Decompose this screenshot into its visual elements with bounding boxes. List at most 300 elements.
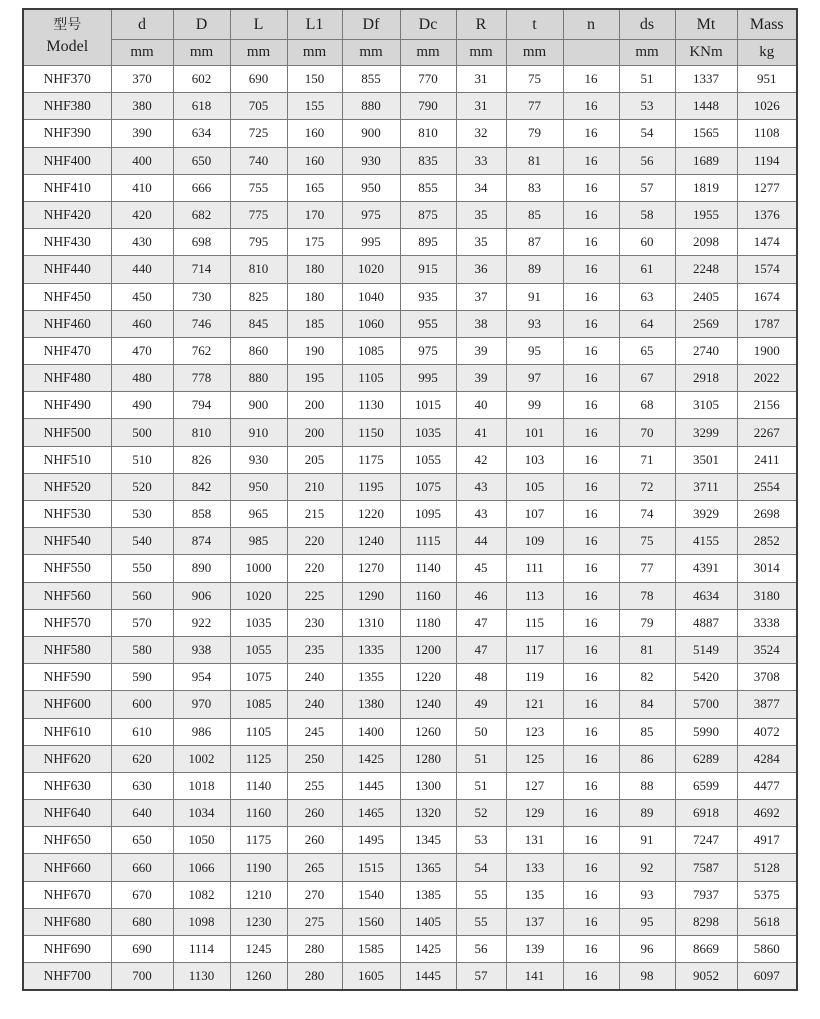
value-cell: 137 bbox=[506, 908, 563, 935]
value-cell: 9052 bbox=[675, 963, 737, 991]
value-cell: 842 bbox=[173, 473, 230, 500]
value-cell: 610 bbox=[111, 718, 173, 745]
column-unit-R: mm bbox=[456, 40, 506, 66]
value-cell: 906 bbox=[173, 582, 230, 609]
value-cell: 57 bbox=[456, 963, 506, 991]
value-cell: 1140 bbox=[400, 555, 456, 582]
value-cell: 3877 bbox=[737, 691, 797, 718]
value-cell: 64 bbox=[619, 310, 675, 337]
value-cell: 995 bbox=[400, 365, 456, 392]
value-cell: 55 bbox=[456, 881, 506, 908]
value-cell: 3929 bbox=[675, 501, 737, 528]
value-cell: 53 bbox=[619, 93, 675, 120]
model-cell: NHF440 bbox=[23, 256, 111, 283]
value-cell: 260 bbox=[287, 800, 342, 827]
value-cell: 1445 bbox=[342, 772, 400, 799]
value-cell: 390 bbox=[111, 120, 173, 147]
value-cell: 746 bbox=[173, 310, 230, 337]
value-cell: 123 bbox=[506, 718, 563, 745]
value-cell: 1240 bbox=[342, 528, 400, 555]
value-cell: 16 bbox=[563, 310, 619, 337]
value-cell: 490 bbox=[111, 392, 173, 419]
value-cell: 895 bbox=[400, 229, 456, 256]
model-cell: NHF600 bbox=[23, 691, 111, 718]
value-cell: 240 bbox=[287, 664, 342, 691]
value-cell: 7247 bbox=[675, 827, 737, 854]
value-cell: 986 bbox=[173, 718, 230, 745]
value-cell: 480 bbox=[111, 365, 173, 392]
table-row bbox=[23, 201, 797, 228]
value-cell: 131 bbox=[506, 827, 563, 854]
value-cell: 190 bbox=[287, 337, 342, 364]
value-cell: 1130 bbox=[342, 392, 400, 419]
value-cell: 680 bbox=[111, 908, 173, 935]
model-cell: NHF370 bbox=[23, 66, 111, 93]
value-cell: 61 bbox=[619, 256, 675, 283]
model-cell: NHF430 bbox=[23, 229, 111, 256]
value-cell: 38 bbox=[456, 310, 506, 337]
value-cell: 1160 bbox=[230, 800, 287, 827]
column-header-d: d bbox=[111, 9, 173, 40]
value-cell: 185 bbox=[287, 310, 342, 337]
value-cell: 975 bbox=[400, 337, 456, 364]
value-cell: 1405 bbox=[400, 908, 456, 935]
value-cell: 1320 bbox=[400, 800, 456, 827]
value-cell: 121 bbox=[506, 691, 563, 718]
value-cell: 2267 bbox=[737, 419, 797, 446]
value-cell: 78 bbox=[619, 582, 675, 609]
value-cell: 87 bbox=[506, 229, 563, 256]
value-cell: 1095 bbox=[400, 501, 456, 528]
value-cell: 16 bbox=[563, 147, 619, 174]
value-cell: 1260 bbox=[230, 963, 287, 991]
value-cell: 875 bbox=[400, 201, 456, 228]
value-cell: 79 bbox=[506, 120, 563, 147]
table-row bbox=[23, 392, 797, 419]
value-cell: 93 bbox=[619, 881, 675, 908]
value-cell: 858 bbox=[173, 501, 230, 528]
value-cell: 2569 bbox=[675, 310, 737, 337]
value-cell: 6918 bbox=[675, 800, 737, 827]
value-cell: 3711 bbox=[675, 473, 737, 500]
value-cell: 970 bbox=[173, 691, 230, 718]
value-cell: 127 bbox=[506, 772, 563, 799]
value-cell: 280 bbox=[287, 963, 342, 991]
value-cell: 620 bbox=[111, 745, 173, 772]
value-cell: 129 bbox=[506, 800, 563, 827]
model-cell: NHF680 bbox=[23, 908, 111, 935]
column-unit-ds: mm bbox=[619, 40, 675, 66]
value-cell: 16 bbox=[563, 501, 619, 528]
value-cell: 97 bbox=[506, 365, 563, 392]
value-cell: 951 bbox=[737, 66, 797, 93]
value-cell: 79 bbox=[619, 609, 675, 636]
value-cell: 45 bbox=[456, 555, 506, 582]
value-cell: 666 bbox=[173, 174, 230, 201]
value-cell: 1000 bbox=[230, 555, 287, 582]
value-cell: 700 bbox=[111, 963, 173, 991]
value-cell: 55 bbox=[456, 908, 506, 935]
value-cell: 1900 bbox=[737, 337, 797, 364]
value-cell: 265 bbox=[287, 854, 342, 881]
value-cell: 51 bbox=[456, 772, 506, 799]
value-cell: 380 bbox=[111, 93, 173, 120]
value-cell: 53 bbox=[456, 827, 506, 854]
value-cell: 1190 bbox=[230, 854, 287, 881]
value-cell: 8298 bbox=[675, 908, 737, 935]
value-cell: 3014 bbox=[737, 555, 797, 582]
value-cell: 117 bbox=[506, 636, 563, 663]
value-cell: 880 bbox=[342, 93, 400, 120]
value-cell: 2156 bbox=[737, 392, 797, 419]
value-cell: 1448 bbox=[675, 93, 737, 120]
value-cell: 1465 bbox=[342, 800, 400, 827]
value-cell: 1125 bbox=[230, 745, 287, 772]
value-cell: 1002 bbox=[173, 745, 230, 772]
column-unit-L1: mm bbox=[287, 40, 342, 66]
value-cell: 95 bbox=[619, 908, 675, 935]
value-cell: 1495 bbox=[342, 827, 400, 854]
value-cell: 1085 bbox=[230, 691, 287, 718]
value-cell: 660 bbox=[111, 854, 173, 881]
model-cell: NHF690 bbox=[23, 936, 111, 963]
table-row bbox=[23, 256, 797, 283]
value-cell: 16 bbox=[563, 120, 619, 147]
value-cell: 83 bbox=[506, 174, 563, 201]
value-cell: 16 bbox=[563, 283, 619, 310]
table-row bbox=[23, 66, 797, 93]
value-cell: 845 bbox=[230, 310, 287, 337]
value-cell: 1385 bbox=[400, 881, 456, 908]
table-row bbox=[23, 881, 797, 908]
column-header-ds: ds bbox=[619, 9, 675, 40]
value-cell: 4634 bbox=[675, 582, 737, 609]
value-cell: 5128 bbox=[737, 854, 797, 881]
column-unit-L: mm bbox=[230, 40, 287, 66]
value-cell: 1020 bbox=[342, 256, 400, 283]
value-cell: 75 bbox=[506, 66, 563, 93]
value-cell: 1066 bbox=[173, 854, 230, 881]
model-cell: NHF590 bbox=[23, 664, 111, 691]
value-cell: 1035 bbox=[230, 609, 287, 636]
table-row bbox=[23, 555, 797, 582]
value-cell: 42 bbox=[456, 446, 506, 473]
table-row bbox=[23, 582, 797, 609]
value-cell: 1055 bbox=[230, 636, 287, 663]
value-cell: 105 bbox=[506, 473, 563, 500]
value-cell: 540 bbox=[111, 528, 173, 555]
value-cell: 795 bbox=[230, 229, 287, 256]
value-cell: 77 bbox=[506, 93, 563, 120]
value-cell: 855 bbox=[342, 66, 400, 93]
value-cell: 16 bbox=[563, 419, 619, 446]
column-unit-Dc: mm bbox=[400, 40, 456, 66]
value-cell: 1337 bbox=[675, 66, 737, 93]
value-cell: 714 bbox=[173, 256, 230, 283]
value-cell: 580 bbox=[111, 636, 173, 663]
column-header-t: t bbox=[506, 9, 563, 40]
model-cell: NHF630 bbox=[23, 772, 111, 799]
table-row bbox=[23, 174, 797, 201]
model-cell: NHF610 bbox=[23, 718, 111, 745]
value-cell: 16 bbox=[563, 337, 619, 364]
value-cell: 520 bbox=[111, 473, 173, 500]
value-cell: 500 bbox=[111, 419, 173, 446]
value-cell: 770 bbox=[400, 66, 456, 93]
table-row bbox=[23, 473, 797, 500]
header-label-row bbox=[23, 9, 797, 40]
value-cell: 1085 bbox=[342, 337, 400, 364]
value-cell: 1310 bbox=[342, 609, 400, 636]
model-cell: NHF700 bbox=[23, 963, 111, 991]
value-cell: 1280 bbox=[400, 745, 456, 772]
value-cell: 1050 bbox=[173, 827, 230, 854]
value-cell: 1380 bbox=[342, 691, 400, 718]
value-cell: 70 bbox=[619, 419, 675, 446]
value-cell: 430 bbox=[111, 229, 173, 256]
value-cell: 698 bbox=[173, 229, 230, 256]
value-cell: 16 bbox=[563, 718, 619, 745]
value-cell: 125 bbox=[506, 745, 563, 772]
value-cell: 1195 bbox=[342, 473, 400, 500]
value-cell: 16 bbox=[563, 745, 619, 772]
value-cell: 1565 bbox=[675, 120, 737, 147]
value-cell: 230 bbox=[287, 609, 342, 636]
value-cell: 1425 bbox=[400, 936, 456, 963]
value-cell: 705 bbox=[230, 93, 287, 120]
value-cell: 7937 bbox=[675, 881, 737, 908]
value-cell: 915 bbox=[400, 256, 456, 283]
value-cell: 43 bbox=[456, 501, 506, 528]
value-cell: 225 bbox=[287, 582, 342, 609]
value-cell: 3524 bbox=[737, 636, 797, 663]
value-cell: 77 bbox=[619, 555, 675, 582]
value-cell: 570 bbox=[111, 609, 173, 636]
value-cell: 880 bbox=[230, 365, 287, 392]
value-cell: 89 bbox=[619, 800, 675, 827]
value-cell: 3299 bbox=[675, 419, 737, 446]
value-cell: 950 bbox=[230, 473, 287, 500]
value-cell: 1082 bbox=[173, 881, 230, 908]
column-header-Mass: Mass bbox=[737, 9, 797, 40]
value-cell: 8669 bbox=[675, 936, 737, 963]
model-cell: NHF530 bbox=[23, 501, 111, 528]
value-cell: 1130 bbox=[173, 963, 230, 991]
table-row bbox=[23, 283, 797, 310]
value-cell: 47 bbox=[456, 636, 506, 663]
value-cell: 370 bbox=[111, 66, 173, 93]
value-cell: 1075 bbox=[230, 664, 287, 691]
value-cell: 3338 bbox=[737, 609, 797, 636]
value-cell: 81 bbox=[506, 147, 563, 174]
value-cell: 31 bbox=[456, 93, 506, 120]
value-cell: 930 bbox=[342, 147, 400, 174]
value-cell: 91 bbox=[506, 283, 563, 310]
value-cell: 16 bbox=[563, 256, 619, 283]
value-cell: 16 bbox=[563, 664, 619, 691]
value-cell: 113 bbox=[506, 582, 563, 609]
column-header-L: L bbox=[230, 9, 287, 40]
value-cell: 762 bbox=[173, 337, 230, 364]
value-cell: 6599 bbox=[675, 772, 737, 799]
value-cell: 640 bbox=[111, 800, 173, 827]
value-cell: 5860 bbox=[737, 936, 797, 963]
spec-table-body bbox=[23, 66, 797, 991]
value-cell: 1605 bbox=[342, 963, 400, 991]
value-cell: 5149 bbox=[675, 636, 737, 663]
value-cell: 16 bbox=[563, 963, 619, 991]
value-cell: 690 bbox=[111, 936, 173, 963]
value-cell: 778 bbox=[173, 365, 230, 392]
model-cell: NHF660 bbox=[23, 854, 111, 881]
column-unit-d: mm bbox=[111, 40, 173, 66]
value-cell: 890 bbox=[173, 555, 230, 582]
table-row bbox=[23, 691, 797, 718]
value-cell: 954 bbox=[173, 664, 230, 691]
value-cell: 682 bbox=[173, 201, 230, 228]
value-cell: 3708 bbox=[737, 664, 797, 691]
column-header-model bbox=[23, 9, 111, 66]
value-cell: 119 bbox=[506, 664, 563, 691]
value-cell: 1115 bbox=[400, 528, 456, 555]
model-cell: NHF640 bbox=[23, 800, 111, 827]
value-cell: 6097 bbox=[737, 963, 797, 991]
model-cell: NHF650 bbox=[23, 827, 111, 854]
value-cell: 670 bbox=[111, 881, 173, 908]
value-cell: 220 bbox=[287, 555, 342, 582]
value-cell: 46 bbox=[456, 582, 506, 609]
value-cell: 1140 bbox=[230, 772, 287, 799]
table-row bbox=[23, 718, 797, 745]
value-cell: 40 bbox=[456, 392, 506, 419]
value-cell: 4391 bbox=[675, 555, 737, 582]
value-cell: 16 bbox=[563, 827, 619, 854]
value-cell: 1075 bbox=[400, 473, 456, 500]
value-cell: 810 bbox=[400, 120, 456, 147]
table-row bbox=[23, 854, 797, 881]
column-unit-t: mm bbox=[506, 40, 563, 66]
value-cell: 965 bbox=[230, 501, 287, 528]
column-unit-Mt: KNm bbox=[675, 40, 737, 66]
value-cell: 1180 bbox=[400, 609, 456, 636]
value-cell: 35 bbox=[456, 201, 506, 228]
value-cell: 16 bbox=[563, 446, 619, 473]
value-cell: 5990 bbox=[675, 718, 737, 745]
value-cell: 1040 bbox=[342, 283, 400, 310]
value-cell: 2740 bbox=[675, 337, 737, 364]
model-cell: NHF490 bbox=[23, 392, 111, 419]
value-cell: 16 bbox=[563, 908, 619, 935]
value-cell: 1210 bbox=[230, 881, 287, 908]
column-header-D: D bbox=[173, 9, 230, 40]
value-cell: 16 bbox=[563, 582, 619, 609]
value-cell: 37 bbox=[456, 283, 506, 310]
value-cell: 985 bbox=[230, 528, 287, 555]
value-cell: 826 bbox=[173, 446, 230, 473]
value-cell: 900 bbox=[230, 392, 287, 419]
value-cell: 530 bbox=[111, 501, 173, 528]
value-cell: 1585 bbox=[342, 936, 400, 963]
table-row bbox=[23, 147, 797, 174]
table-row bbox=[23, 337, 797, 364]
table-row bbox=[23, 609, 797, 636]
value-cell: 195 bbox=[287, 365, 342, 392]
value-cell: 1819 bbox=[675, 174, 737, 201]
model-cell: NHF520 bbox=[23, 473, 111, 500]
column-header-Dc: Dc bbox=[400, 9, 456, 40]
value-cell: 135 bbox=[506, 881, 563, 908]
value-cell: 1345 bbox=[400, 827, 456, 854]
value-cell: 4072 bbox=[737, 718, 797, 745]
value-cell: 1245 bbox=[230, 936, 287, 963]
model-header-zh: 型号 bbox=[53, 18, 82, 34]
value-cell: 175 bbox=[287, 229, 342, 256]
value-cell: 1105 bbox=[230, 718, 287, 745]
value-cell: 855 bbox=[400, 174, 456, 201]
model-cell: NHF460 bbox=[23, 310, 111, 337]
value-cell: 115 bbox=[506, 609, 563, 636]
value-cell: 7587 bbox=[675, 854, 737, 881]
value-cell: 39 bbox=[456, 365, 506, 392]
value-cell: 955 bbox=[400, 310, 456, 337]
value-cell: 16 bbox=[563, 555, 619, 582]
value-cell: 1055 bbox=[400, 446, 456, 473]
value-cell: 2554 bbox=[737, 473, 797, 500]
model-cell: NHF480 bbox=[23, 365, 111, 392]
value-cell: 935 bbox=[400, 283, 456, 310]
table-row bbox=[23, 908, 797, 935]
value-cell: 1175 bbox=[230, 827, 287, 854]
value-cell: 109 bbox=[506, 528, 563, 555]
model-cell: NHF400 bbox=[23, 147, 111, 174]
value-cell: 255 bbox=[287, 772, 342, 799]
value-cell: 400 bbox=[111, 147, 173, 174]
value-cell: 34 bbox=[456, 174, 506, 201]
value-cell: 16 bbox=[563, 365, 619, 392]
value-cell: 1034 bbox=[173, 800, 230, 827]
value-cell: 1060 bbox=[342, 310, 400, 337]
value-cell: 725 bbox=[230, 120, 287, 147]
model-cell: NHF500 bbox=[23, 419, 111, 446]
value-cell: 56 bbox=[456, 936, 506, 963]
value-cell: 2405 bbox=[675, 283, 737, 310]
value-cell: 1035 bbox=[400, 419, 456, 446]
value-cell: 1220 bbox=[400, 664, 456, 691]
value-cell: 32 bbox=[456, 120, 506, 147]
value-cell: 44 bbox=[456, 528, 506, 555]
value-cell: 510 bbox=[111, 446, 173, 473]
value-cell: 200 bbox=[287, 419, 342, 446]
column-header-Df: Df bbox=[342, 9, 400, 40]
value-cell: 81 bbox=[619, 636, 675, 663]
value-cell: 54 bbox=[619, 120, 675, 147]
value-cell: 133 bbox=[506, 854, 563, 881]
model-cell: NHF550 bbox=[23, 555, 111, 582]
model-cell: NHF540 bbox=[23, 528, 111, 555]
column-unit-Df: mm bbox=[342, 40, 400, 66]
value-cell: 56 bbox=[619, 147, 675, 174]
value-cell: 51 bbox=[456, 745, 506, 772]
value-cell: 470 bbox=[111, 337, 173, 364]
value-cell: 139 bbox=[506, 936, 563, 963]
table-row bbox=[23, 229, 797, 256]
value-cell: 220 bbox=[287, 528, 342, 555]
value-cell: 49 bbox=[456, 691, 506, 718]
table-row bbox=[23, 936, 797, 963]
value-cell: 4692 bbox=[737, 800, 797, 827]
value-cell: 16 bbox=[563, 881, 619, 908]
value-cell: 111 bbox=[506, 555, 563, 582]
